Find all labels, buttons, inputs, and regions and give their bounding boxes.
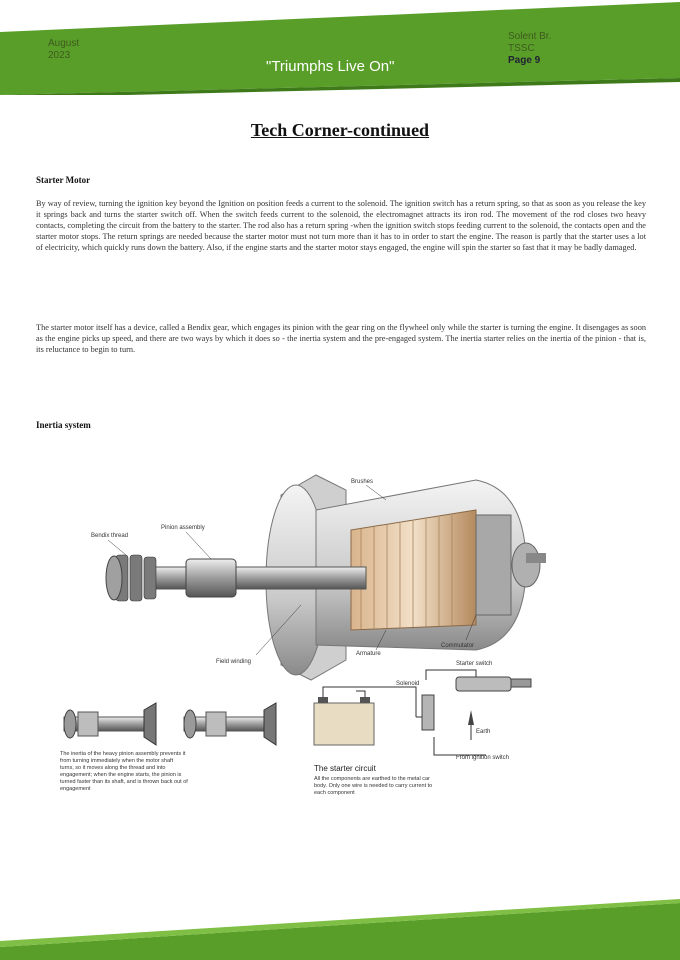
label-pinion-assembly: Pinion assembly [161, 525, 205, 531]
label-earth: Earth [476, 729, 491, 735]
header-info [508, 31, 551, 67]
caption-inertia-line-5: turned faster than its shaft, and is thrown back out of [60, 779, 188, 785]
label-bendix-thread: Bendix thread [91, 533, 129, 539]
header-month: August [48, 38, 80, 49]
header-band [0, 0, 680, 95]
pinion-diagram-right [184, 703, 276, 745]
label-starter-circuit: The starter circuit [314, 764, 376, 773]
label-armature: Armature [356, 651, 381, 657]
header-branch: Solent Br. [508, 31, 552, 42]
header-club: TSSC [508, 43, 535, 54]
label-commutator: Commutator [441, 643, 475, 649]
starter-motor-illustration [56, 455, 556, 825]
caption-inertia-line-1: The inertia of the heavy pinion assembly prevents it [60, 751, 186, 757]
page-title: Tech Corner-continued [250, 120, 430, 140]
paragraph-2: The starter motor itself has a device, called a Bendix gear, which engages its pinion with the gear ring on the flywheel only while the starter is turning the engine. It disengages as soon as the engine picks up speed, and there are two ways by which it does so - the inertia system and the pre-engaged system. The inertia starter relies on the inertia of the pinion - that is, its reluctance to begin to turn. [36, 323, 646, 354]
caption-inertia-line-4: engagement; when the engine starts, the pinion is [60, 772, 182, 778]
pinion-diagram-left [64, 703, 156, 745]
newsletter-title: "Triumphs Live On" [266, 58, 395, 75]
caption-circuit-line-2: body. Only one wire is needed to carry current to [314, 783, 433, 789]
caption-inertia-line-6: engagement [60, 786, 91, 792]
section-heading-inertia-system: Inertia system [36, 420, 91, 430]
header-year: 2023 [48, 50, 71, 61]
label-from-ignition: From ignition switch [456, 755, 510, 761]
caption-circuit [314, 776, 434, 796]
caption-circuit-line-1: All the components are earthed to the metal car [314, 776, 430, 782]
section-heading-starter-motor: Starter Motor [36, 175, 91, 185]
footer-band [0, 895, 680, 960]
label-brushes: Brushes [351, 479, 374, 485]
label-field-winding: Field winding [216, 659, 252, 665]
label-solenoid: Solenoid [396, 681, 420, 687]
caption-circuit-line-3: each component [314, 790, 355, 796]
page-number: Page 9 [508, 55, 541, 66]
label-starter-switch: Starter switch [456, 661, 493, 667]
caption-inertia [60, 751, 189, 792]
header-date [48, 38, 79, 62]
starter-circuit-diagram [314, 670, 531, 755]
caption-inertia-line-3: turns, so it moves along the thread and into [60, 765, 166, 771]
caption-inertia-line-2: from turning immediately when the motor shaft [60, 758, 174, 764]
paragraph-1: By way of review, turning the ignition key beyond the Ignition on position feeds a current to the solenoid. The ignition switch has a return spring, so that as soon as you release the key it springs back and turns the starter switch off. When the switch feeds current to the solenoid, the electromagnet attracts its iron rod. The movement of the rod closes two heavy contacts, completing the circuit from the battery to the starter. The rod also has a return spring -when the ignition switch stops feeding current to the solenoid, the contacts open and the starter motor stops. The return springs are needed because the starter motor must not turn more than it has to in order to start the engine. The reason is partly that the starter uses a lot of electricity, which quickly runs down the battery. Also, if the engine starts and the starter motor stays engaged, the engine will spin the starter so fast that it may be badly damaged. [36, 199, 646, 252]
motor-cutaway [106, 475, 546, 680]
